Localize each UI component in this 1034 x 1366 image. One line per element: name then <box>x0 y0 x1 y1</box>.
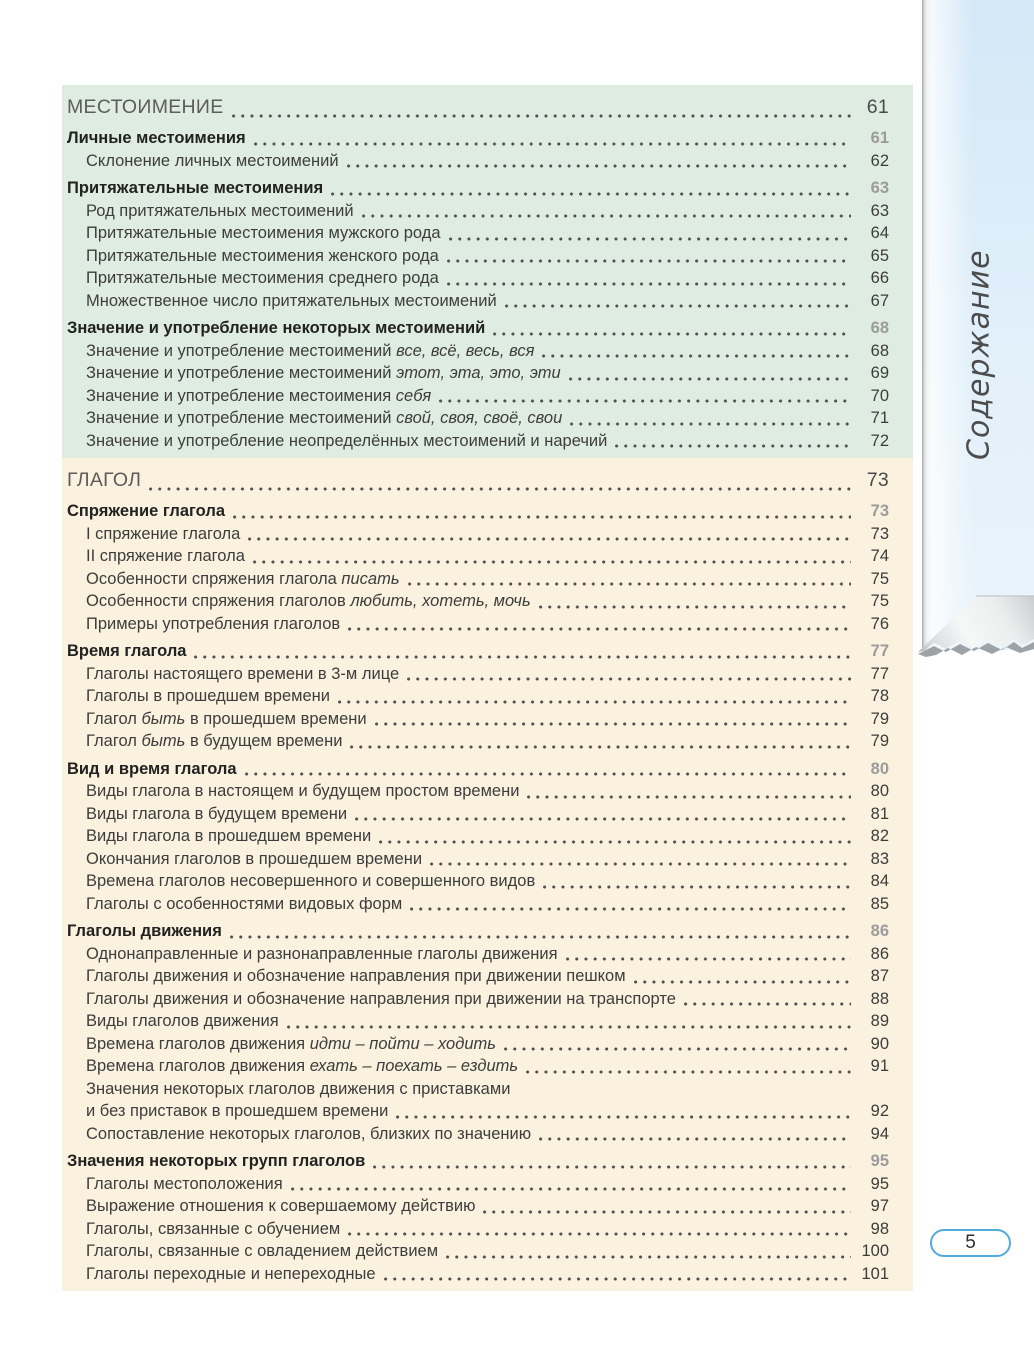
toc-entry <box>62 893 913 916</box>
toc-entry-label: Притяжательные местоимения женского рода <box>86 246 439 265</box>
toc-entry-label: Виды глагола в будущем времени <box>86 804 348 823</box>
dotted-leader <box>537 1123 853 1146</box>
toc-entry <box>62 758 913 781</box>
toc-entry-label: Времена глаголов движения идти – пойти – ходить <box>86 1034 496 1053</box>
toc-entry <box>62 1195 913 1218</box>
page-curl-icon <box>914 581 1034 666</box>
dotted-leader <box>289 1173 853 1196</box>
toc-page-number: 88 <box>870 989 889 1008</box>
toc-entry-label: Глаголы, связанные с обучением <box>86 1219 341 1238</box>
toc-entry <box>62 988 913 1011</box>
dotted-leader <box>632 965 853 988</box>
toc-entry <box>62 1055 913 1078</box>
toc-page-number: 63 <box>870 179 889 197</box>
toc-page-number: 69 <box>870 364 889 382</box>
toc-entry <box>62 1010 913 1033</box>
toc-page-number: 66 <box>870 269 889 287</box>
toc-entry-label: Глаголы с особенностями видовых форм <box>86 894 403 913</box>
toc-entry-label: Глагол быть в будущем времени <box>86 732 343 750</box>
toc-entry <box>62 1150 913 1173</box>
toc-page-number: 85 <box>870 894 889 913</box>
toc-page-number: 77 <box>870 664 889 683</box>
toc-page-number: 95 <box>870 1174 889 1193</box>
toc-entry <box>62 290 913 313</box>
toc-entry <box>62 1263 913 1286</box>
toc-entry-label: Особенности спряжения глагола писать <box>86 569 400 588</box>
toc-entry-label: Притяжательные местоимения <box>67 179 324 197</box>
toc-entry <box>62 920 913 943</box>
toc-entry-label: Притяжательные местоимения среднего рода <box>86 269 439 287</box>
toc-entry-label: Глаголы настоящего времени в 3-м лице <box>86 664 400 683</box>
toc-entry-label: Глаголы в прошедшем времени <box>86 687 330 705</box>
dotted-leader <box>682 988 853 1011</box>
dotted-leader <box>348 730 853 753</box>
dotted-leader <box>502 1033 853 1056</box>
toc-page-number: 64 <box>870 224 889 242</box>
toc-page-number: 65 <box>870 246 889 265</box>
toc-entry-label: Притяжательные местоимения мужского рода <box>86 224 441 242</box>
dotted-leader <box>377 825 853 848</box>
toc-entry-label: II спряжение глагола <box>86 547 245 565</box>
dotted-leader <box>231 500 853 523</box>
toc-entry <box>62 317 913 340</box>
toc-page-number: 68 <box>870 319 889 337</box>
dotted-leader <box>230 93 853 122</box>
toc-entry-label: Глаголы переходные и непереходные <box>86 1264 376 1283</box>
toc-entry <box>62 1123 913 1146</box>
toc-page-number: 97 <box>870 1197 889 1215</box>
toc-entry <box>62 708 913 731</box>
toc-page-number: 71 <box>870 409 889 427</box>
toc-entry <box>62 590 913 613</box>
toc-page-number: 74 <box>870 547 889 565</box>
toc-entry <box>62 267 913 290</box>
dotted-leader <box>285 1010 853 1033</box>
toc-entry-label: Времена глаголов несовершенного и совершенного видов <box>86 872 536 890</box>
toc-page-number: 63 <box>870 201 889 220</box>
toc-page-number: 89 <box>870 1012 889 1030</box>
toc-page-number: 79 <box>870 732 889 750</box>
toc-page-number: 81 <box>870 804 889 823</box>
toc-page-number: 75 <box>870 569 889 588</box>
toc-entry-label: Значение и употребление местоимений этот, эта, это, эти <box>86 364 561 382</box>
toc-entry <box>62 640 913 663</box>
dotted-leader <box>445 245 853 268</box>
toc-entry <box>62 545 913 568</box>
toc-entry <box>62 362 913 385</box>
toc-entry-label: Виды глагола в прошедшем времени <box>86 827 372 845</box>
toc-entry-label: Глагол быть в прошедшем времени <box>86 709 367 728</box>
dotted-leader <box>445 267 853 290</box>
toc-entry <box>62 848 913 871</box>
dotted-leader <box>353 803 853 826</box>
dotted-leader <box>252 127 853 150</box>
toc-entry <box>62 730 913 753</box>
toc-entry-label: Личные местоимения <box>67 129 246 147</box>
toc-entry-label: Время глагола <box>67 642 187 660</box>
toc-entry <box>62 685 913 708</box>
dotted-leader <box>503 290 853 313</box>
dotted-leader <box>346 1218 853 1241</box>
dotted-leader <box>524 1055 853 1078</box>
toc-entry <box>62 613 913 636</box>
toc-entry <box>62 780 913 803</box>
toc-page-number: 73 <box>866 469 889 491</box>
toc-page-number: 79 <box>870 709 889 728</box>
toc-page-number: 68 <box>870 341 889 360</box>
toc-entry <box>62 200 913 223</box>
toc-page-number: 80 <box>870 759 889 778</box>
toc-entry-label: Глаголы местоположения <box>86 1174 283 1193</box>
toc-entry <box>62 340 913 363</box>
toc-entry <box>62 870 913 893</box>
toc-entry <box>62 177 913 200</box>
toc-entry-label: Значение и употребление некоторых местоимений <box>67 319 486 337</box>
toc-page-number: 100 <box>861 1242 889 1260</box>
dotted-leader <box>243 758 853 781</box>
dotted-leader <box>251 545 853 568</box>
dotted-leader <box>613 430 853 453</box>
toc-entry-label: Глаголы движения и обозначение направления при движении на транспорте <box>86 989 676 1008</box>
dotted-leader <box>406 568 854 591</box>
toc-entry-label: Вид и время глагола <box>67 759 237 778</box>
dotted-leader <box>147 466 853 495</box>
dotted-leader <box>346 613 853 636</box>
toc-entry <box>62 943 913 966</box>
toc-entry-label: Спряжение глагола <box>67 502 225 520</box>
toc-page-number: 91 <box>870 1057 889 1075</box>
toc-entry-label: Значение и употребление местоимений свой, своя, своё, свои <box>86 409 563 427</box>
dotted-leader <box>394 1100 853 1123</box>
dotted-leader <box>408 893 853 916</box>
toc-entry-label: МЕСТОИМЕНИЕ <box>67 96 224 118</box>
dotted-leader <box>336 685 853 708</box>
dotted-leader <box>537 590 853 613</box>
toc-entry <box>62 523 913 546</box>
toc-page-number: 86 <box>870 922 889 940</box>
page-edge-strip <box>922 0 1034 650</box>
dotted-leader <box>345 150 853 173</box>
toc-page-number: 61 <box>870 129 889 147</box>
toc-page-number: 77 <box>870 642 889 660</box>
toc-page-number: 83 <box>870 849 889 868</box>
toc-page-number: 61 <box>866 96 889 118</box>
dotted-leader <box>564 943 853 966</box>
toc-entry <box>62 222 913 245</box>
toc-entry-label: Времена глаголов движения ехать – поехать – ездить <box>86 1057 519 1075</box>
contents-tab-label: Содержание <box>961 249 997 461</box>
toc-entry-label: Склонение личных местоимений <box>86 151 339 170</box>
toc-entry <box>62 1218 913 1241</box>
toc-entry-label: Виды глаголов движения <box>86 1012 279 1030</box>
toc-page-number: 78 <box>870 687 889 705</box>
toc-page-number: 95 <box>870 1152 889 1170</box>
toc-entry <box>62 430 913 453</box>
toc-entry <box>62 825 913 848</box>
dotted-leader <box>371 1150 853 1173</box>
dotted-leader <box>568 407 853 430</box>
dotted-leader <box>428 848 853 871</box>
page-number-value: 5 <box>965 1232 976 1253</box>
toc-page-number: 101 <box>861 1264 889 1283</box>
toc-page-number: 76 <box>870 614 889 633</box>
toc-page-number: 82 <box>870 827 889 845</box>
dotted-leader <box>373 708 853 731</box>
dotted-leader <box>525 780 853 803</box>
toc-section-verbs <box>62 458 913 1291</box>
toc-entry-label: Значение и употребление неопределённых местоимений и наречий <box>86 431 608 450</box>
dotted-leader <box>447 222 853 245</box>
toc-entry-label: Особенности спряжения глаголов любить, хотеть, мочь <box>86 592 531 610</box>
toc-entry-label: Значение и употребление местоимения себя <box>86 386 432 405</box>
dotted-leader <box>540 340 853 363</box>
toc-entry <box>62 245 913 268</box>
toc-page-number: 73 <box>870 524 889 543</box>
toc-entry <box>62 466 913 495</box>
toc-entry-label: Значения некоторых групп глаголов <box>67 1152 366 1170</box>
toc-entry-label: Окончания глаголов в прошедшем времени <box>86 849 423 868</box>
toc-entry <box>62 568 913 591</box>
dotted-leader <box>444 1240 853 1263</box>
toc-entry <box>62 1078 913 1101</box>
dotted-leader <box>491 317 853 340</box>
toc-page-number: 92 <box>870 1102 889 1120</box>
toc-entry-label: и без приставок в прошедшем времени <box>86 1102 389 1120</box>
toc-entry-label: Примеры употребления глаголов <box>86 614 341 633</box>
toc-entry-label: Множественное число притяжательных местоимений <box>86 291 497 310</box>
dotted-leader <box>192 640 853 663</box>
toc-entry <box>62 803 913 826</box>
toc-page-number: 62 <box>870 151 889 170</box>
dotted-leader <box>405 663 853 686</box>
toc-page-number: 73 <box>870 502 889 520</box>
toc-page-number: 86 <box>870 944 889 963</box>
dotted-leader <box>541 870 853 893</box>
toc-entry <box>62 1240 913 1263</box>
toc-entry-label: Глаголы движения <box>67 922 222 940</box>
toc-page-number: 72 <box>870 431 889 450</box>
page-number-badge <box>930 1229 1011 1257</box>
toc-page-number: 75 <box>870 592 889 610</box>
toc-entry-label: Однонаправленные и разнонаправленные глаголы движения <box>86 944 558 963</box>
toc-page-number: 80 <box>870 782 889 800</box>
toc-entry <box>62 385 913 408</box>
toc-page-number: 87 <box>870 967 889 985</box>
dotted-leader <box>329 177 853 200</box>
dotted-leader <box>360 200 853 223</box>
toc-entry <box>62 965 913 988</box>
toc-entry <box>62 1033 913 1056</box>
toc-page-number: 94 <box>870 1124 889 1143</box>
toc-entry <box>62 407 913 430</box>
toc-entry <box>62 1173 913 1196</box>
dotted-leader <box>481 1195 853 1218</box>
toc-entry <box>62 127 913 150</box>
toc-section-pronouns <box>62 85 913 458</box>
toc-page-number: 84 <box>870 872 889 890</box>
toc-entry-label: Глаголы движения и обозначение направления при движении пешком <box>86 967 626 985</box>
toc-page-number: 90 <box>870 1034 889 1053</box>
toc-page-number: 67 <box>870 291 889 310</box>
toc-entry-label: Значения некоторых глаголов движения с приставками <box>86 1079 511 1098</box>
toc-entry-label: Глаголы, связанные с овладением действием <box>86 1242 439 1260</box>
dotted-leader <box>437 385 853 408</box>
toc-entry-label: Выражение отношения к совершаемому действию <box>86 1197 476 1215</box>
dotted-leader <box>382 1263 853 1286</box>
toc-page-number: 98 <box>870 1219 889 1238</box>
dotted-leader <box>228 920 853 943</box>
toc-entry-label: Род притяжательных местоимений <box>86 201 354 220</box>
toc-entry-label: I спряжение глагола <box>86 524 241 543</box>
toc-entry <box>62 663 913 686</box>
toc-entry <box>62 93 913 122</box>
toc-entry-label: Значение и употребление местоимений все, всё, весь, вся <box>86 341 535 360</box>
toc-entry-label: Сопоставление некоторых глаголов, близких по значению <box>86 1124 532 1143</box>
toc-entry-label: Виды глагола в настоящем и будущем простом времени <box>86 782 520 800</box>
toc-entry <box>62 150 913 173</box>
toc-page-number: 70 <box>870 386 889 405</box>
toc-entry <box>62 1100 913 1123</box>
dotted-leader <box>567 362 853 385</box>
toc-entry <box>62 500 913 523</box>
toc-entry-label: ГЛАГОЛ <box>67 469 142 491</box>
toc <box>62 85 913 1291</box>
dotted-leader <box>246 523 853 546</box>
